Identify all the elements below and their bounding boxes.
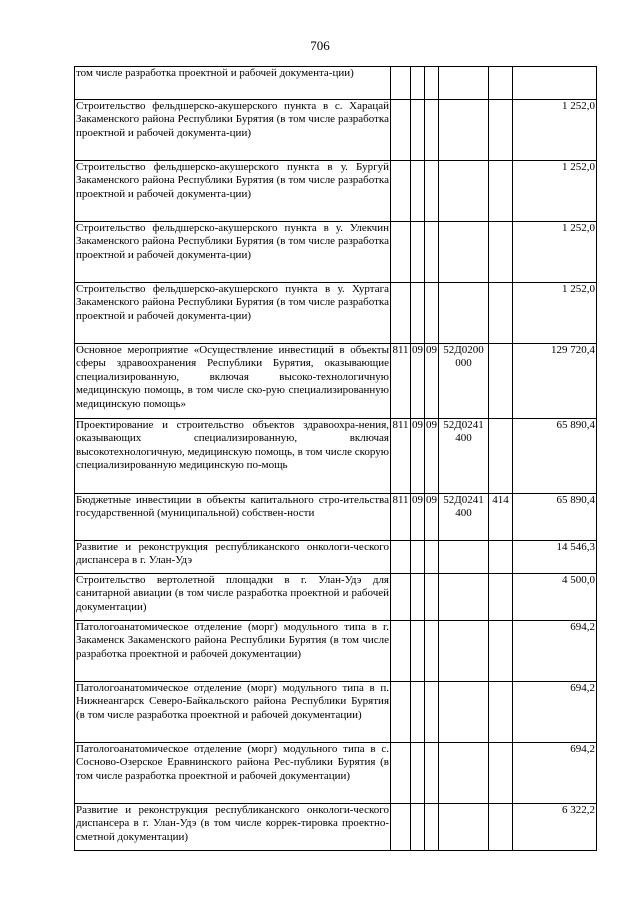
table-row (75, 100, 597, 161)
budget-table (74, 66, 597, 851)
target-article-cell: 52Д0241 400 (439, 419, 489, 494)
subsection-code-cell (425, 541, 439, 574)
target-article-cell (439, 161, 489, 222)
section-code-cell (411, 222, 425, 283)
amount-cell: 65 890,4 (513, 494, 597, 541)
target-article-cell (439, 743, 489, 804)
subsection-code-cell (425, 574, 439, 621)
ministry-code-cell (391, 67, 411, 100)
item-name-cell: Строительство фельдшерско-акушерского пункта в с. Харацай Закаменского района Республики Бурятия (в том числе разработка проектной и рабочей документа-ции) (75, 100, 391, 161)
target-article-cell (439, 621, 489, 682)
expense-type-cell (489, 541, 513, 574)
subsection-code-cell (425, 67, 439, 100)
section-code-cell (411, 621, 425, 682)
expense-type-cell (489, 621, 513, 682)
section-code-cell (411, 100, 425, 161)
amount-cell: 1 252,0 (513, 161, 597, 222)
item-name-cell: Бюджетные инвестиции в объекты капитального стро-ительства государственной (муниципальной) собствен-ности (75, 494, 391, 541)
amount-cell: 694,2 (513, 682, 597, 743)
table-row (75, 222, 597, 283)
item-name-cell: Проектирование и строительство объектов здравоохра-нения, оказывающих специализированную, включая высокотехнологичную, медицинскую помощь, в том числе скорую специализированную медицинскую по-мощь (75, 419, 391, 494)
target-article-cell (439, 682, 489, 743)
item-name-cell: Развитие и реконструкция республиканского онкологи-ческого диспансера в г. Улан-Удэ (75, 541, 391, 574)
expense-type-cell (489, 574, 513, 621)
target-article-cell (439, 222, 489, 283)
item-name-cell: Строительство фельдшерско-акушерского пункта в у. Улекчин Закаменского района Республики Бурятия (в том числе разработка проектной и рабочей документа-ции) (75, 222, 391, 283)
section-code-cell (411, 67, 425, 100)
amount-cell: 14 546,3 (513, 541, 597, 574)
table-row (75, 161, 597, 222)
subsection-code-cell (425, 100, 439, 161)
target-article-cell: 52Д0200 000 (439, 344, 489, 419)
target-article-cell (439, 804, 489, 851)
target-article-cell (439, 100, 489, 161)
expense-type-cell (489, 222, 513, 283)
expense-type-cell: 414 (489, 494, 513, 541)
amount-cell: 1 252,0 (513, 283, 597, 344)
subsection-code-cell (425, 804, 439, 851)
section-code-cell: 09 (411, 344, 425, 419)
item-name-cell: Развитие и реконструкция республиканского онкологи-ческого диспансера в г. Улан-Удэ (в том числе коррек-тировка проектно-сметной документации) (75, 804, 391, 851)
ministry-code-cell: 811 (391, 344, 411, 419)
item-name-cell: Основное мероприятие «Осуществление инвестиций в объекты сферы здравоохранения Республики Бурятия, оказывающие специализированную, включая высоко-технологичную медицинскую помощь, в том числе ско-рую специализированную медицинскую помощь» (75, 344, 391, 419)
ministry-code-cell: 811 (391, 419, 411, 494)
target-article-cell (439, 541, 489, 574)
expense-type-cell (489, 419, 513, 494)
table-row (75, 494, 597, 541)
expense-type-cell (489, 283, 513, 344)
table-row (75, 283, 597, 344)
amount-cell: 4 500,0 (513, 574, 597, 621)
expense-type-cell (489, 743, 513, 804)
table-row (75, 344, 597, 419)
item-name-cell: Патологоанатомическое отделение (морг) модульного типа в г. Закаменск Закаменского района Республики Бурятия (в том числе разработка проектной и рабочей документации) (75, 621, 391, 682)
amount-cell: 129 720,4 (513, 344, 597, 419)
item-name-cell: Патологоанатомическое отделение (морг) модульного типа в п. Нижнеангарск Северо-Байкальского района Республики Бурятия (в том числе разработка проектной и рабочей документации) (75, 682, 391, 743)
amount-cell: 1 252,0 (513, 100, 597, 161)
item-name-cell: Строительство фельдшерско-акушерского пункта в у. Бургуй Закаменского района Республики Бурятия (в том числе разработка проектной и рабочей документа-ции) (75, 161, 391, 222)
section-code-cell (411, 161, 425, 222)
subsection-code-cell (425, 161, 439, 222)
table-row (75, 419, 597, 494)
subsection-code-cell (425, 682, 439, 743)
subsection-code-cell: 09 (425, 344, 439, 419)
subsection-code-cell: 09 (425, 494, 439, 541)
section-code-cell (411, 743, 425, 804)
subsection-code-cell (425, 621, 439, 682)
amount-cell: 6 322,2 (513, 804, 597, 851)
amount-cell (513, 67, 597, 100)
item-name-cell: Патологоанатомическое отделение (морг) модульного типа в с. Сосново-Озерское Еравнинского района Рес-публики Бурятия (в том числе разработка проектной и рабочей документации) (75, 743, 391, 804)
section-code-cell: 09 (411, 419, 425, 494)
table-body (75, 67, 597, 851)
ministry-code-cell (391, 541, 411, 574)
subsection-code-cell (425, 283, 439, 344)
section-code-cell (411, 541, 425, 574)
item-name-cell: том числе разработка проектной и рабочей документа-ции) (75, 67, 391, 100)
section-code-cell (411, 804, 425, 851)
ministry-code-cell (391, 222, 411, 283)
table-row (75, 804, 597, 851)
item-name-cell: Строительство фельдшерско-акушерского пункта в у. Хуртага Закаменского района Республики Бурятия (в том числе разработка проектной и рабочей документа-ции) (75, 283, 391, 344)
section-code-cell (411, 283, 425, 344)
target-article-cell (439, 283, 489, 344)
ministry-code-cell (391, 574, 411, 621)
ministry-code-cell (391, 621, 411, 682)
page-number: 706 (310, 38, 330, 53)
target-article-cell (439, 67, 489, 100)
subsection-code-cell: 09 (425, 419, 439, 494)
section-code-cell (411, 574, 425, 621)
amount-cell: 694,2 (513, 621, 597, 682)
expense-type-cell (489, 344, 513, 419)
ministry-code-cell (391, 682, 411, 743)
expense-type-cell (489, 682, 513, 743)
item-name-cell: Строительство вертолетной площадки в г. Улан-Удэ для санитарной авиации (в том числе разработка проектной и рабочей документации) (75, 574, 391, 621)
ministry-code-cell (391, 804, 411, 851)
table-row (75, 541, 597, 574)
table-row (75, 67, 597, 100)
table-row (75, 621, 597, 682)
subsection-code-cell (425, 743, 439, 804)
expense-type-cell (489, 804, 513, 851)
ministry-code-cell (391, 100, 411, 161)
expense-type-cell (489, 161, 513, 222)
amount-cell: 65 890,4 (513, 419, 597, 494)
amount-cell: 1 252,0 (513, 222, 597, 283)
subsection-code-cell (425, 222, 439, 283)
table-row (75, 682, 597, 743)
expense-type-cell (489, 100, 513, 161)
target-article-cell: 52Д0241 400 (439, 494, 489, 541)
ministry-code-cell (391, 161, 411, 222)
amount-cell: 694,2 (513, 743, 597, 804)
section-code-cell: 09 (411, 494, 425, 541)
table-row (75, 574, 597, 621)
ministry-code-cell (391, 743, 411, 804)
section-code-cell (411, 682, 425, 743)
table-row (75, 743, 597, 804)
target-article-cell (439, 574, 489, 621)
ministry-code-cell: 811 (391, 494, 411, 541)
ministry-code-cell (391, 283, 411, 344)
expense-type-cell (489, 67, 513, 100)
